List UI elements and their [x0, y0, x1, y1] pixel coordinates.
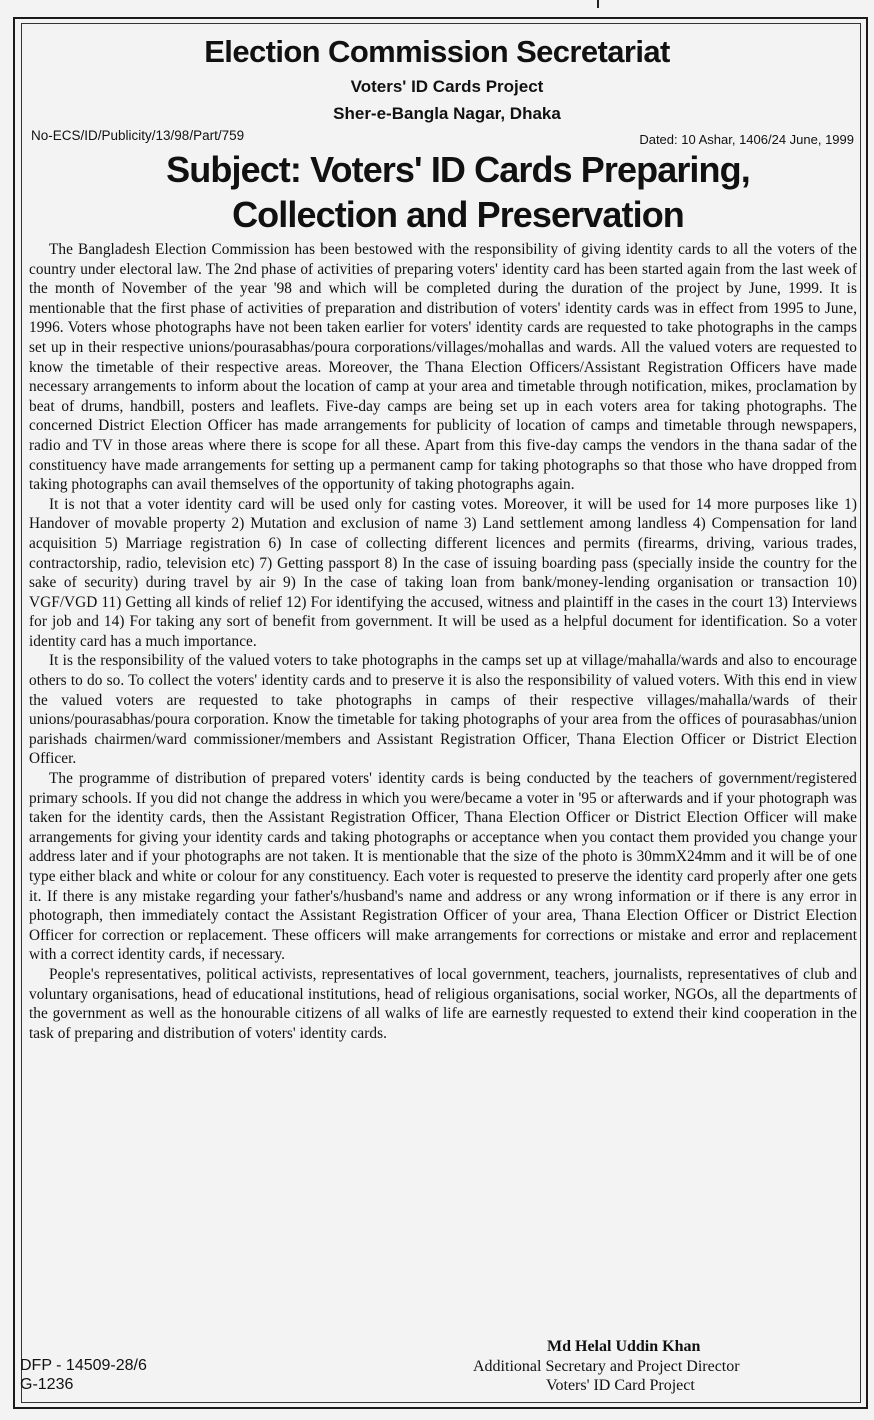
subject-heading [0, 147, 874, 237]
signatory-project: Voters' ID Card Project [546, 1377, 695, 1394]
paragraph-cooperation: People's representatives, political activists, representatives of local government, teachers, journalists, representatives of club and voluntary organisations, head of educational institutions, head of religious organisations, social worker, NGOs, all the departments of the government as well as the honourable citizens of all walks of life are earnestly requested to extend their kind cooperation in the task of preparing and distribution of voters' identity cards. [29, 965, 857, 1042]
top-edge-mark [597, 0, 599, 8]
paragraph-responsibility: The Bangladesh Election Commission has been bestowed with the responsibility of giving identity cards to all the voters of the country under electoral law. The 2nd phase of activities of preparing voters' identity card has been started again from the last week of the month of November of the year '98 and which will be completed during the duration of the project by June, 1999. It is mentionable that the first phase of activities of preparation and distribution of voters' identity cards was in effect from 1995 to June, 1996. Voters whose photographs have not been taken earlier for voters' identity cards are requested to take photographs in the camps set up in their respective unions/pourasabhas/poura corporations/villages/mohallas and wards. All the valued voters are requested to know the timetable of their respective areas. Moreover, the Thana Election Officers/Assistant Registration Officers have made necessary arrangements to inform about the location of camp at your area and timetable through notification, mikes, proclamation by beat of drums, handbill, posters and leaflets. Five-day camps are being set up in each voters area for taking photographs. The concerned District Election Officer has made arrangements for publicity of location of camps and timetable through newspapers, radio and TV in those areas where there is scope for all these. Apart from this five-day camps the vendors in the thana sadar of the constituency have made arrangements for setting up a permanent camp for taking photographs so that those who have dropped from taking photographs can avail themselves of the opportunity of taking photographs again. [29, 241, 857, 494]
signatory-title: Additional Secretary and Project Director [473, 1358, 740, 1375]
dfp-code: DFP - 14509-28/6 [20, 1357, 147, 1374]
organization-title: Election Commission Secretariat [204, 34, 670, 69]
office-address: Sher-e-Bangla Nagar, Dhaka [333, 104, 561, 123]
notice-date: Dated: 10 Ashar, 1406/24 June, 1999 [639, 132, 854, 147]
paragraph-purposes: It is not that a voter identity card will be used only for casting votes. Moreover, it will be used for 14 more purposes like 1) Handover of movable property 2) Mutation and exclusion of name 3) Land settlement among landless 4) Compensation for land acquisition 5) Marriage registration 6) In case of collecting different licences and permits (firearms, driving, various trades, contractorship, radio, television etc) 7) Getting passport 8) In the case of issuing boarding pass (specially inside the country for the sake of security) during travel by air 9) In the case of taking loan from bank/money-lending organisation or transaction 10) VGF/VGD 11) Getting all kinds of relief 12) For identifying the accused, witness and plaintiff in the cases in the court 13) Interviews for job and 14) For taking any sort of benefit from government. It will be used as a helpful document for identification. So a voter identity card has a much importance. [29, 495, 857, 650]
reference-number: No-ECS/ID/Publicity/13/98/Part/759 [31, 128, 245, 143]
subject-line-2: Collection and Preservation [232, 194, 684, 235]
paragraph-distribution: The programme of distribution of prepared voters' identity cards is being conducted by the teachers of government/registered primary schools. If you did not change the address in which you were/became a voter in '95 or afterwards and if your photograph was taken for the identity cards, then the Assistant Registration Officer, Thana Election Officer or District Election Officer will make arrangements for giving your identity cards and taking photographs or acceptance when you contact them provided you change your address later and if your photographs are not taken. It is mentionable that the size of the photo is 30mmX24mm and it will be of one type either black and white or colour for any constituency. Each voter is requested to preserve the identity card properly after one gets it. If there is any mistake regarding your father's/husband's name and address or any wrong information or if there is any error in photograph, then immediately contact the Assistant Registration Officer of your area, Thana Election Officer or District Election Officer for correction or replacement. These officers will make arrangements for corrections or mistake and error and replacement with a correct identity cards, if necessary. [29, 770, 857, 964]
paragraph-voter-duty: It is the responsibility of the valued voters to take photographs in the camps set up at village/mahalla/wards and also to encourage others to do so. To collect the voters' identity cards and to preserve it is also the responsibility of valued voters. With this end in view the valued voters are requested to take photographs in camps of their respective villages/mahalla/wards of their unions/pourasabhas/poura corporation. Know the timetable for taking photographs of your area from the offices of pourasabhas/union parishads chairmen/ward commissioner/members and Assistant Registration Officer, Thana Election Officer or District Election Officer. [29, 652, 857, 768]
project-name: Voters' ID Cards Project [350, 77, 544, 96]
g-code: G-1236 [20, 1376, 74, 1393]
signatory-name: Md Helal Uddin Khan [547, 1338, 701, 1355]
subject-line-1: Subject: Voters' ID Cards Preparing, [166, 149, 750, 190]
notice-body [29, 240, 857, 1043]
